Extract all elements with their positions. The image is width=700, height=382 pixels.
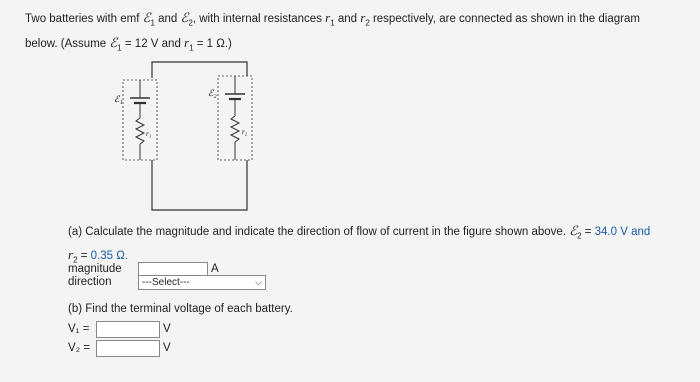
- resistance-symbol: r: [360, 10, 366, 25]
- resistance-symbol: r: [325, 10, 331, 25]
- r-1-label: r₁: [146, 130, 152, 138]
- v2-input[interactable]: [96, 340, 160, 357]
- direction-label: direction: [68, 276, 112, 288]
- resistance-symbol: r: [184, 35, 190, 51]
- subscript: 1: [150, 18, 155, 28]
- r-2-value: 0.35: [90, 250, 114, 263]
- part-a-text: (a) Calculate the magnitude and indicate the direction of flow of current in the figure shown above.: [68, 226, 570, 238]
- circuit-diagram: [88, 50, 328, 220]
- emf-symbol: ℰ: [142, 10, 151, 25]
- resistor-1-zigzag: [136, 118, 144, 144]
- subscript: 2: [73, 255, 78, 265]
- subscript: 1: [330, 18, 335, 28]
- problem-text-segment: respectively, are connected as shown in the diagram: [369, 13, 640, 25]
- top-wire: [152, 62, 247, 78]
- emf-symbol: ℰ: [569, 223, 578, 238]
- problem-text-segment: and: [154, 13, 181, 25]
- direction-selected-value: ---Select---: [142, 276, 190, 288]
- subscript: 2: [577, 231, 582, 241]
- problem-text-segment: = 1 Ω.): [193, 38, 232, 51]
- v2-row: [68, 340, 171, 356]
- subscript: 2: [188, 18, 193, 28]
- bottom-wire: [152, 160, 247, 210]
- part-b-question: (b) Find the terminal voltage of each battery.: [68, 303, 293, 315]
- v1-input[interactable]: [96, 321, 160, 338]
- emf-symbol: ℰ: [109, 35, 118, 51]
- problem-text-segment: below. (Assume: [25, 38, 110, 51]
- magnitude-unit: A: [211, 263, 219, 275]
- emf-1-label: ℰ₁: [114, 94, 123, 104]
- direction-row: [68, 274, 266, 290]
- part-a-text: =: [77, 250, 91, 263]
- part-a-text: =: [581, 226, 595, 238]
- resistor-2-zigzag: [231, 116, 239, 142]
- v2-label: V₂ =: [68, 342, 91, 354]
- problem-text-segment: , with internal resistances: [192, 13, 326, 25]
- subscript: 1: [189, 43, 194, 53]
- resistance-symbol: r: [68, 247, 74, 263]
- emf-2-value: 34.0: [594, 226, 618, 238]
- v1-label: V₁ =: [68, 323, 90, 335]
- v2-unit: V: [163, 342, 171, 354]
- subscript: 2: [365, 18, 370, 28]
- problem-text-segment: Two batteries with emf: [25, 13, 143, 25]
- emf-symbol: ℰ: [180, 10, 189, 25]
- part-a-text: V and: [617, 226, 651, 238]
- problem-line-1: [25, 8, 675, 33]
- v1-unit: V: [163, 323, 171, 335]
- emf-2-label: ℰ₂: [208, 88, 217, 98]
- magnitude-label: magnitude: [68, 263, 122, 275]
- part-a-text: Ω.: [113, 250, 129, 263]
- problem-text-segment: = 12 V and: [121, 38, 185, 51]
- r-2-label: r₂: [242, 128, 248, 136]
- subscript: 1: [117, 43, 122, 53]
- v1-row: [68, 321, 171, 337]
- chevron-down-icon: ⌵: [255, 276, 262, 287]
- direction-select[interactable]: [138, 275, 266, 290]
- problem-text-segment: and: [334, 13, 361, 25]
